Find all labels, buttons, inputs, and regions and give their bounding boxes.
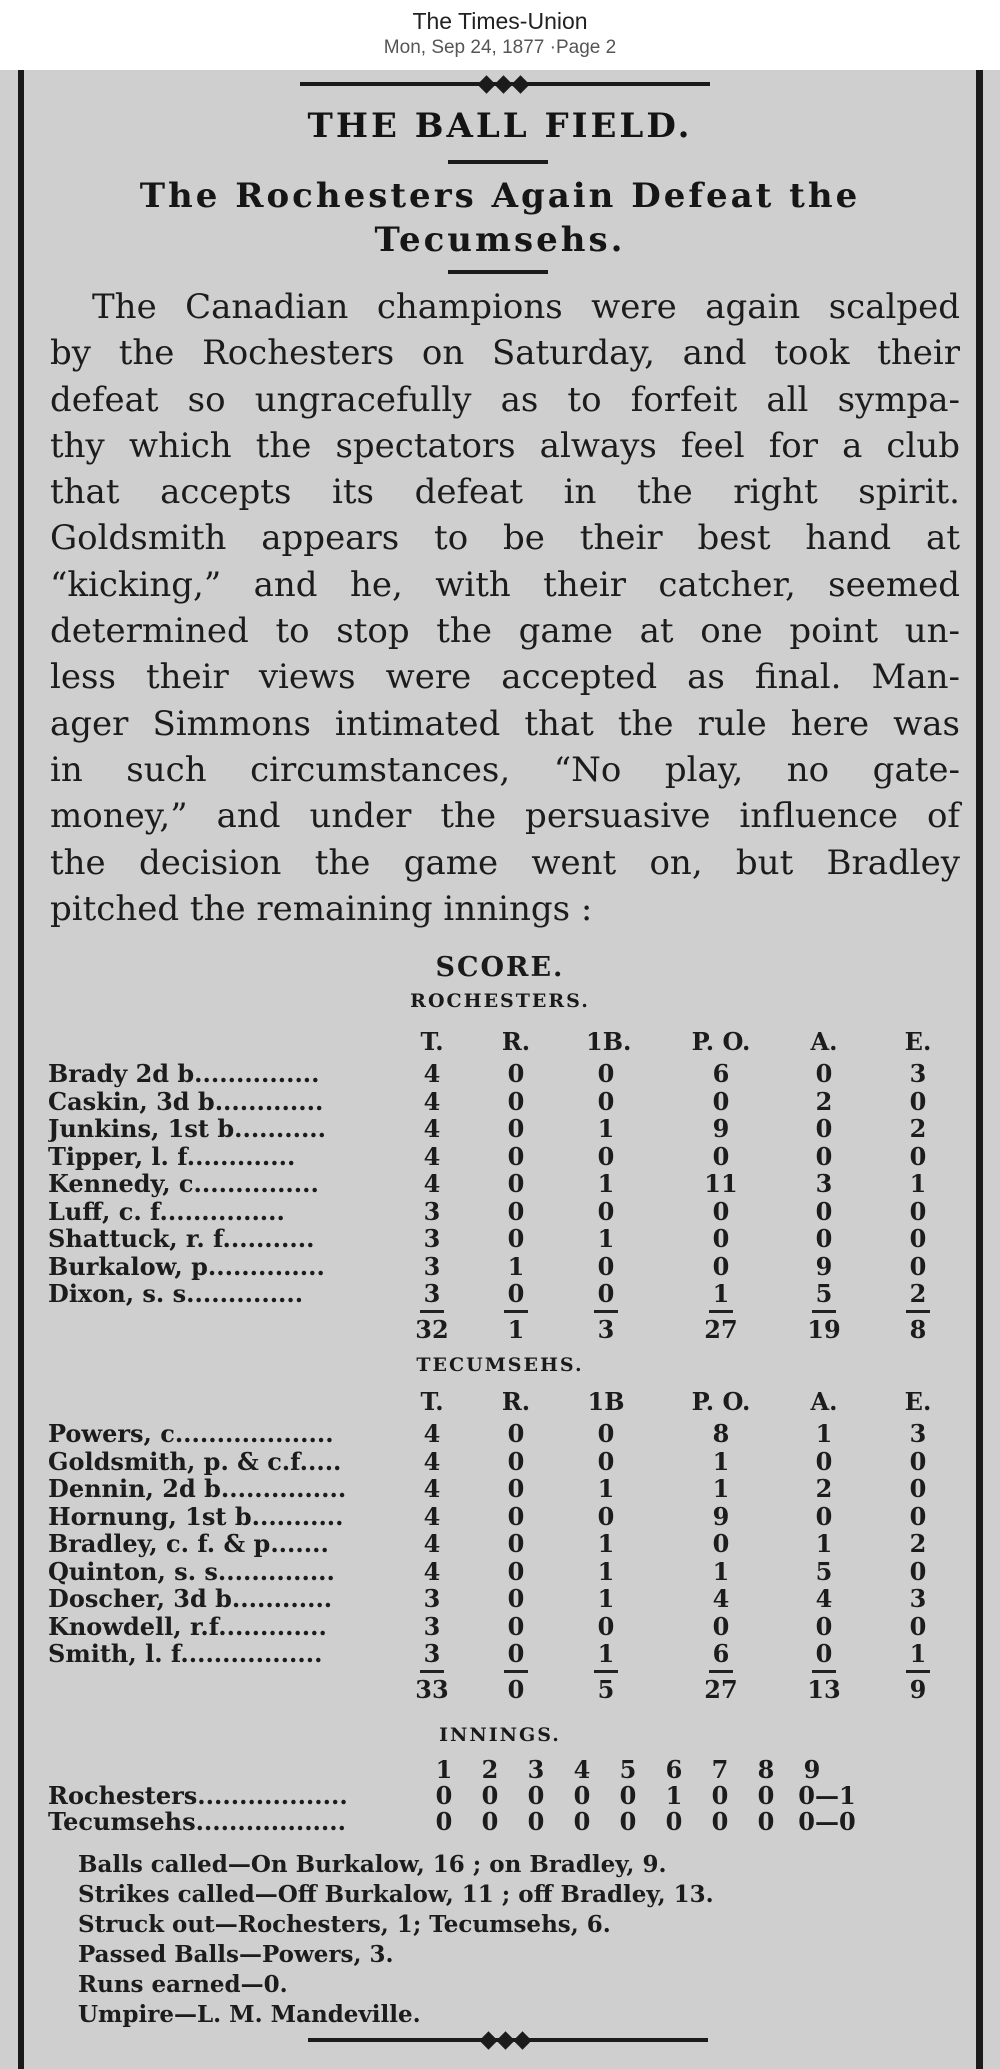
inning-number: 7 — [711, 1755, 729, 1784]
tecumsehs-box-score — [48, 1387, 958, 1704]
stat-value: 1 — [597, 1169, 615, 1198]
stat-value: 0 — [712, 1529, 730, 1558]
body-line: in such circumstances, “No play, no gate- — [50, 749, 960, 790]
stat-value: 0 — [507, 1501, 525, 1531]
stat-value: 0 — [712, 1251, 730, 1281]
column-header: E. — [904, 1027, 932, 1056]
stat-value: 11 — [704, 1169, 738, 1198]
stat-value: 0 — [597, 1196, 615, 1226]
stat-value: 2 — [909, 1114, 927, 1143]
stat-value: 1 — [712, 1474, 730, 1503]
stat-value: 2 — [909, 1529, 927, 1558]
inning-runs: 0 — [573, 1807, 591, 1836]
innings-line-score — [48, 1756, 958, 1846]
total-value: 33 — [415, 1675, 449, 1704]
total-value: 13 — [807, 1675, 841, 1704]
right-column-rule — [976, 70, 983, 2069]
inning-runs: 0 — [527, 1807, 545, 1836]
player-name: Doscher, 3d b............ — [48, 1585, 333, 1613]
total-rule — [709, 1310, 733, 1313]
stat-value: 5 — [815, 1556, 833, 1586]
player-name: Luff, c. f............... — [48, 1197, 285, 1226]
stat-value: 0 — [507, 1114, 525, 1143]
inning-runs: 0 — [711, 1807, 729, 1836]
column-header: 1B — [587, 1387, 625, 1416]
stat-value: 3 — [423, 1584, 441, 1613]
stat-value: 4 — [423, 1446, 441, 1476]
body-line: the decision the game went on, but Bradley — [50, 842, 960, 883]
stat-value: 0 — [597, 1611, 615, 1641]
stat-value: 0 — [597, 1446, 615, 1476]
stat-value: 3 — [909, 1059, 927, 1088]
stat-value: 0 — [507, 1141, 525, 1171]
game-notes — [78, 1850, 938, 2030]
player-name: Tipper, l. f............. — [48, 1142, 296, 1171]
stat-value: 0 — [597, 1059, 615, 1088]
total-rule — [812, 1310, 836, 1313]
body-line: ager Simmons intimated that the rule here was — [50, 703, 960, 744]
inning-runs: 0 — [435, 1807, 453, 1836]
total-value: 32 — [415, 1315, 449, 1344]
note-line: Umpire—L. M. Mandeville. — [78, 2001, 421, 2028]
player-name: Dixon, s. s.............. — [48, 1280, 304, 1308]
inning-runs: 1 — [665, 1781, 683, 1810]
player-name: Kennedy, c............... — [48, 1170, 319, 1198]
stat-value: 8 — [712, 1419, 730, 1448]
stat-value: 0 — [712, 1086, 730, 1116]
stat-value: 0 — [507, 1169, 525, 1198]
stat-value: 9 — [815, 1251, 833, 1281]
inning-number: 4 — [573, 1755, 591, 1784]
left-column-rule — [18, 70, 24, 2069]
stat-value: 3 — [423, 1279, 441, 1308]
inning-runs: 0 — [527, 1781, 545, 1810]
stat-value: 4 — [423, 1556, 441, 1586]
top-ornament-diamond — [511, 75, 529, 93]
stat-value: 1 — [815, 1419, 833, 1448]
stat-value: 0 — [712, 1196, 730, 1226]
innings-heading: INNINGS. — [439, 1724, 561, 1746]
article-body — [50, 284, 960, 932]
note-line: Runs earned—0. — [78, 1971, 288, 1998]
total-value: 1 — [507, 1315, 525, 1344]
stat-value: 6 — [712, 1059, 730, 1088]
top-ornament-diamond — [494, 75, 512, 93]
stat-value: 3 — [423, 1224, 441, 1253]
body-line: money,” and under the persuasive influence of — [50, 796, 960, 837]
stat-value: 4 — [423, 1529, 441, 1558]
stat-value: 1 — [712, 1446, 730, 1476]
stat-value: 0 — [507, 1556, 525, 1586]
column-header: E. — [904, 1387, 932, 1416]
stat-value: 4 — [423, 1086, 441, 1116]
stat-value: 0 — [507, 1584, 525, 1613]
stat-value: 1 — [597, 1474, 615, 1503]
stat-value: 0 — [597, 1419, 615, 1448]
stat-value: 9 — [712, 1114, 730, 1143]
stat-value: 3 — [423, 1251, 441, 1281]
inning-number: 2 — [481, 1755, 499, 1784]
stat-value: 0 — [909, 1474, 927, 1503]
rochesters-box-score — [48, 1027, 958, 1344]
inning-number: 8 — [757, 1755, 775, 1784]
stat-value: 0 — [909, 1251, 927, 1281]
stat-value: 1 — [597, 1556, 615, 1586]
stat-value: 1 — [597, 1529, 615, 1558]
stat-value: 0 — [815, 1196, 833, 1226]
stat-value: 0 — [815, 1501, 833, 1531]
score-heading: SCORE. — [435, 952, 565, 983]
total-value: 5 — [597, 1675, 615, 1704]
total-value: 3 — [597, 1315, 615, 1344]
stat-value: 0 — [815, 1141, 833, 1171]
stat-value: 0 — [909, 1446, 927, 1476]
total-rule — [594, 1310, 618, 1313]
stat-value: 4 — [423, 1419, 441, 1448]
stat-value: 0 — [712, 1141, 730, 1171]
stat-value: 0 — [597, 1251, 615, 1281]
stat-value: 3 — [423, 1639, 441, 1668]
stat-value: 0 — [507, 1639, 525, 1668]
stat-value: 0 — [507, 1474, 525, 1503]
stat-value: 0 — [597, 1141, 615, 1171]
column-header: P. O. — [691, 1027, 751, 1056]
body-line: that accepts its defeat in the right spirit. — [50, 472, 960, 513]
stat-value: 9 — [712, 1501, 730, 1531]
rochesters-heading: ROCHESTERS. — [410, 990, 590, 1012]
body-line: The Canadian champions were again scalped — [92, 287, 960, 327]
stat-value: 0 — [507, 1196, 525, 1226]
stat-value: 0 — [507, 1446, 525, 1476]
stat-value: 0 — [815, 1639, 833, 1668]
stat-value: 3 — [423, 1196, 441, 1226]
inning-runs: 0 — [481, 1807, 499, 1836]
stat-value: 6 — [712, 1639, 730, 1668]
player-name: Junkins, 1st b........... — [48, 1115, 327, 1143]
stat-value: 2 — [815, 1474, 833, 1503]
column-header: 1B. — [586, 1027, 632, 1056]
stat-value: 4 — [815, 1584, 833, 1613]
total-value: 27 — [704, 1315, 738, 1344]
total-rule — [906, 1310, 930, 1313]
inning-runs: 0—0 — [798, 1807, 856, 1836]
stat-value: 0 — [507, 1059, 525, 1088]
headline-rule — [448, 160, 548, 164]
stat-value: 0 — [909, 1611, 927, 1641]
newspaper-title: The Times-Union — [412, 8, 588, 34]
viewer-header — [0, 0, 1000, 70]
stat-value: 1 — [712, 1279, 730, 1308]
player-name: Dennin, 2d b............... — [48, 1475, 347, 1503]
total-rule — [420, 1670, 444, 1673]
inning-number: 9 — [803, 1755, 821, 1784]
body-line: determined to stop the game at one point un- — [50, 611, 960, 652]
inning-runs: 0 — [573, 1781, 591, 1810]
stat-value: 0 — [507, 1224, 525, 1253]
stat-value: 0 — [909, 1556, 927, 1586]
bottom-ornament-diamond — [513, 2031, 531, 2049]
stat-value: 1 — [909, 1169, 927, 1198]
body-line: thy which the spectators always feel for a club — [50, 425, 960, 466]
stat-value: 0 — [815, 1114, 833, 1143]
player-name: Goldsmith, p. & c.f..... — [48, 1447, 342, 1476]
stat-value: 0 — [909, 1224, 927, 1253]
body-line: pitched the remaining innings : — [50, 888, 593, 929]
player-name: Smith, l. f................. — [48, 1640, 323, 1668]
column-header: R. — [501, 1027, 531, 1056]
inning-runs: 0 — [757, 1807, 775, 1836]
player-name: Burkalow, p.............. — [48, 1252, 325, 1281]
total-value: 19 — [807, 1315, 841, 1344]
subhead-rule — [448, 270, 548, 274]
stat-value: 3 — [909, 1584, 927, 1613]
stat-value: 1 — [597, 1584, 615, 1613]
body-line: by the Rochesters on Saturday, and took their — [50, 333, 960, 374]
total-value: 8 — [909, 1315, 927, 1344]
tecumsehs-heading: TECUMSEHS. — [416, 1354, 584, 1376]
stat-value: 0 — [712, 1611, 730, 1641]
total-rule — [906, 1670, 930, 1673]
total-rule — [594, 1670, 618, 1673]
subhead-line: The Rochesters Again Defeat the — [139, 176, 861, 216]
total-rule — [504, 1670, 528, 1673]
stat-value: 0 — [507, 1086, 525, 1116]
stat-value: 0 — [597, 1279, 615, 1308]
headline: THE BALL FIELD. — [307, 106, 693, 146]
inning-number: 1 — [435, 1755, 453, 1784]
stat-value: 4 — [423, 1059, 441, 1088]
note-line: Strikes called—Off Burkalow, 11 ; off Bradley, 13. — [78, 1881, 714, 1908]
inning-runs: 0 — [481, 1781, 499, 1810]
inning-runs: 0 — [711, 1781, 729, 1810]
stat-value: 4 — [423, 1141, 441, 1171]
column-header: T. — [420, 1387, 444, 1416]
stat-value: 0 — [815, 1446, 833, 1476]
total-rule — [420, 1310, 444, 1313]
stat-value: 0 — [815, 1224, 833, 1253]
stat-value: 1 — [815, 1529, 833, 1558]
inning-number: 6 — [665, 1755, 683, 1784]
note-line: Struck out—Rochesters, 1; Tecumsehs, 6. — [78, 1911, 611, 1938]
column-header: T. — [420, 1027, 444, 1056]
issue-date-page: Mon, Sep 24, 1877 ·Page 2 — [383, 37, 617, 58]
stat-value: 1 — [597, 1114, 615, 1143]
subhead-line: Tecumsehs. — [374, 220, 626, 260]
player-name: Shattuck, r. f........... — [48, 1225, 315, 1253]
inning-runs: 0—1 — [798, 1781, 856, 1810]
stat-value: 0 — [909, 1086, 927, 1116]
stat-value: 0 — [597, 1086, 615, 1116]
bottom-ornament-diamond — [496, 2031, 514, 2049]
player-name: Quinton, s. s.............. — [48, 1557, 335, 1586]
total-value: 9 — [909, 1675, 927, 1704]
total-rule — [812, 1670, 836, 1673]
inning-runs: 0 — [619, 1807, 637, 1836]
stat-value: 4 — [423, 1169, 441, 1198]
stat-value: 0 — [507, 1529, 525, 1558]
player-name: Bradley, c. f. & p....... — [48, 1530, 329, 1558]
stat-value: 0 — [507, 1279, 525, 1308]
inning-number: 5 — [619, 1755, 637, 1784]
stat-value: 1 — [909, 1639, 927, 1668]
column-header: R. — [501, 1387, 531, 1416]
stat-value: 2 — [815, 1086, 833, 1116]
stat-value: 1 — [597, 1639, 615, 1668]
stat-value: 1 — [597, 1224, 615, 1253]
note-line: Balls called—On Burkalow, 16 ; on Bradley, 9. — [78, 1851, 667, 1878]
stat-value: 4 — [423, 1114, 441, 1143]
stat-value: 4 — [423, 1474, 441, 1503]
stat-value: 0 — [909, 1141, 927, 1171]
stat-value: 0 — [909, 1196, 927, 1226]
column-header: P. O. — [691, 1387, 751, 1416]
stat-value: 0 — [507, 1611, 525, 1641]
stat-value: 0 — [507, 1419, 525, 1448]
stat-value: 3 — [909, 1419, 927, 1448]
total-rule — [709, 1670, 733, 1673]
stat-value: 3 — [815, 1169, 833, 1198]
player-name: Powers, c................... — [48, 1420, 334, 1448]
stat-value: 2 — [909, 1279, 927, 1308]
inning-runs: 0 — [619, 1781, 637, 1810]
total-value: 27 — [704, 1675, 738, 1704]
body-line: Goldsmith appears to be their best hand at — [50, 518, 960, 559]
stat-value: 1 — [712, 1556, 730, 1586]
stat-value: 0 — [712, 1224, 730, 1253]
inning-number: 3 — [527, 1755, 545, 1784]
inning-runs: 0 — [665, 1807, 683, 1836]
inning-runs: 0 — [435, 1781, 453, 1810]
stat-value: 3 — [423, 1611, 441, 1641]
stat-value: 0 — [909, 1501, 927, 1531]
stat-value: 1 — [507, 1251, 525, 1281]
column-header: A. — [810, 1027, 838, 1056]
stat-value: 4 — [712, 1584, 730, 1613]
team-name: Rochesters.................. — [48, 1782, 348, 1810]
bottom-ornament-diamond — [479, 2031, 497, 2049]
stat-value: 5 — [815, 1279, 833, 1308]
body-line: less their views were accepted as final. Man- — [50, 657, 960, 698]
player-name: Knowdell, r.f............. — [48, 1612, 327, 1641]
stat-value: 0 — [597, 1501, 615, 1531]
newspaper-clipping — [0, 70, 1000, 2069]
player-name: Brady 2d b............... — [48, 1060, 320, 1088]
body-line: “kicking,” and he, with their catcher, seemed — [50, 564, 960, 605]
note-line: Passed Balls—Powers, 3. — [78, 1941, 394, 1968]
stat-value: 0 — [815, 1611, 833, 1641]
stat-value: 0 — [815, 1059, 833, 1088]
body-line: defeat so ungracefully as to forfeit all sympa- — [50, 379, 960, 420]
inning-runs: 0 — [757, 1781, 775, 1810]
player-name: Caskin, 3d b............. — [48, 1087, 324, 1116]
total-value: 0 — [507, 1675, 525, 1704]
player-name: Hornung, 1st b........... — [48, 1502, 344, 1531]
top-ornament-diamond — [477, 75, 495, 93]
column-header: A. — [810, 1387, 838, 1416]
stat-value: 4 — [423, 1501, 441, 1531]
total-rule — [504, 1310, 528, 1313]
team-name: Tecumsehs.................. — [48, 1808, 346, 1836]
